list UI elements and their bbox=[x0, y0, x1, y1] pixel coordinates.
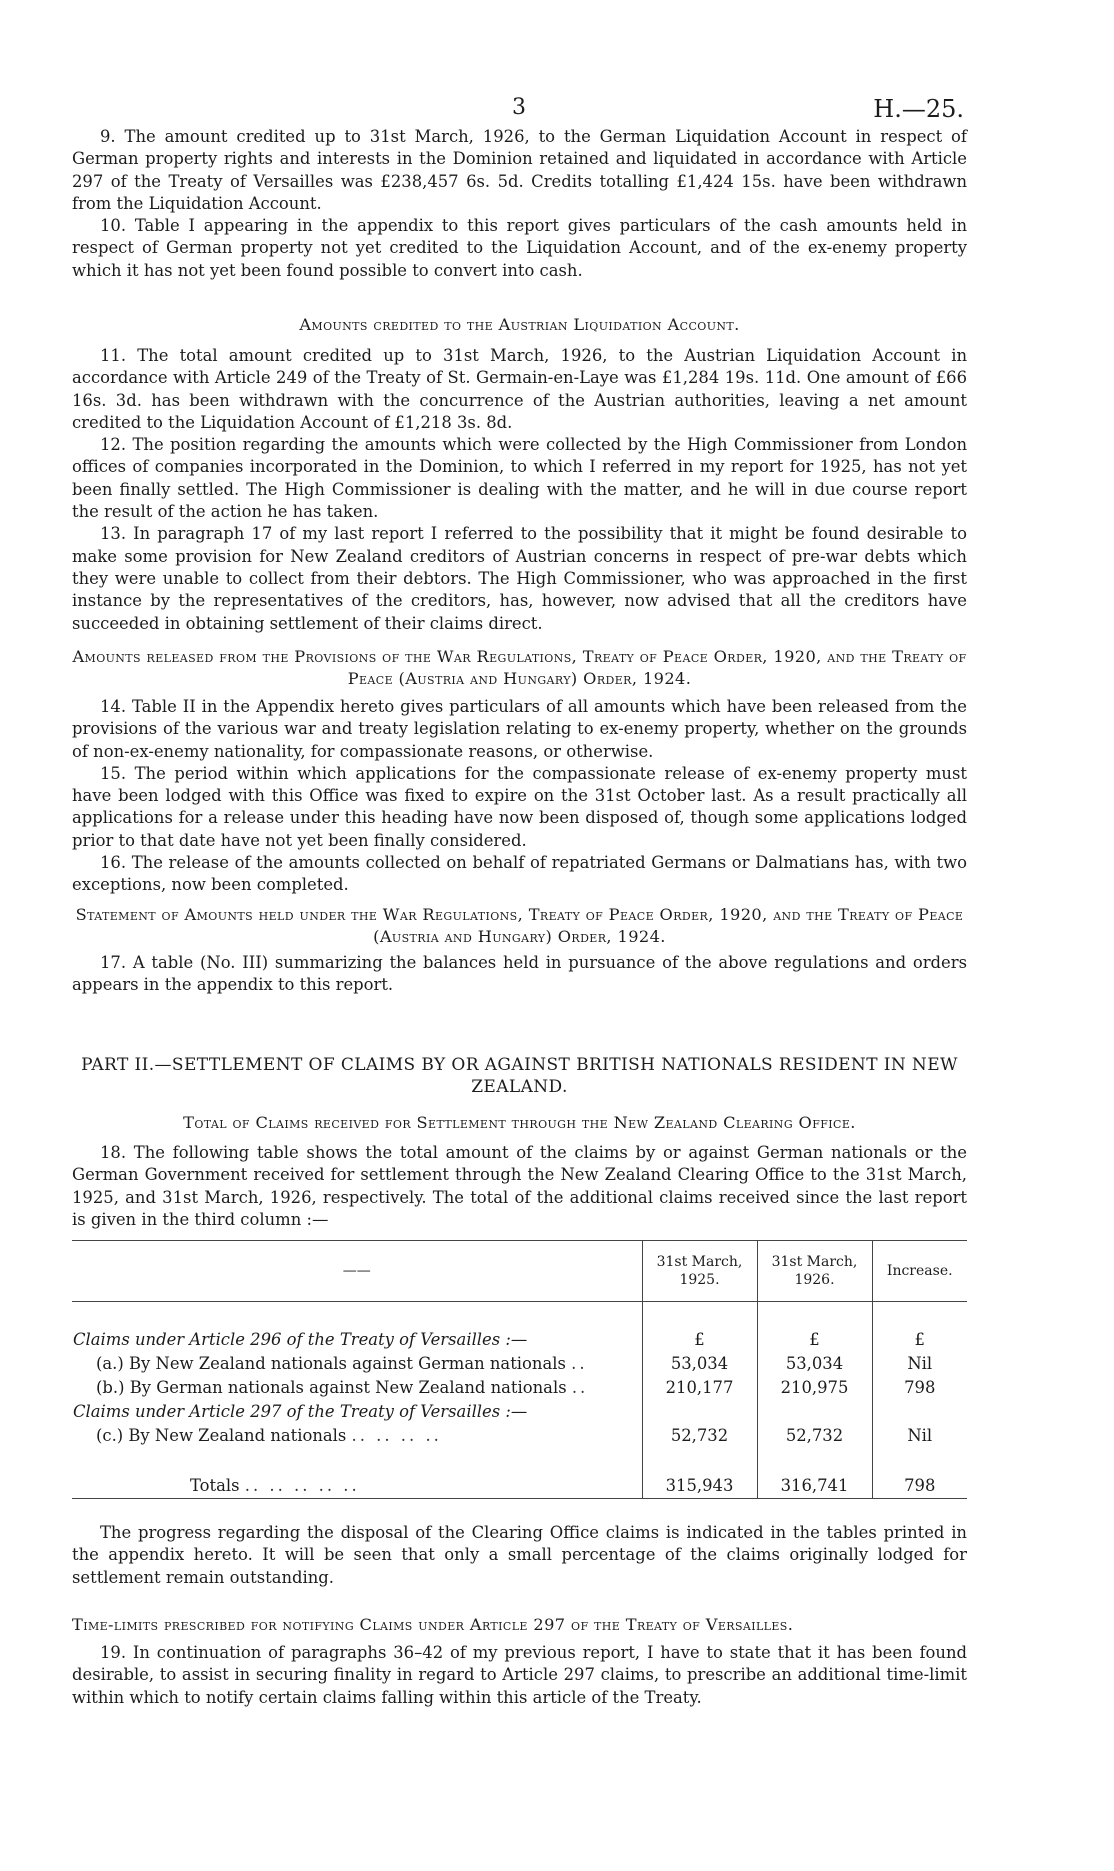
section-total-of-claims bbox=[72, 1142, 967, 1231]
section-time-limits bbox=[72, 1642, 967, 1709]
row-a-label: (a.) By New Zealand nationals against German nationals bbox=[96, 1354, 566, 1373]
paragraph-11: 11. The total amount credited up to 31st March, 1926, to the Austrian Liquidation Account in accordance with Article 249 of the Treaty of St. Germain-en-Laye was £1,284 19s. 11d. One amount of £66 16s. 3d. has been withdrawn with the concurrence of the Austrian authorities, leaving a net amount credited to the Liquidation Account of £1,218 3s. 8d. bbox=[72, 346, 967, 432]
paragraph-13: 13. In paragraph 17 of my last report I referred to the possibility that it might be found desirable to make some provision for New Zealand creditors of Austrian concerns in respect of pre-war debts which they were unable to collect from their debtors. The High Commissioner, who was approached in the first instance by the representatives of the creditors, has, however, now advised that all the creditors have succeeded in obtaining settlement of their claims direct. bbox=[72, 524, 967, 633]
paragraph-10: 10. Table I appearing in the appendix to this report gives particulars of the cash amounts held in respect of German property not yet credited to the Liquidation Account, and of the ex-enemy property which it has not yet been found possible to convert into cash. bbox=[72, 216, 967, 280]
table-header-increase: Increase. bbox=[872, 1241, 967, 1302]
paragraph-18: 18. The following table shows the total amount of the claims by or against German nationals or the German Government received for settlement through the New Zealand Clearing Office to the 31st March, 1925, and 31st March, 1926, respectively. The total of the additional claims received since the last report is given in the third column :— bbox=[72, 1143, 967, 1229]
table-header-1925: 31st March, 1925. bbox=[642, 1241, 757, 1302]
row-b-1926: 210,975 bbox=[757, 1376, 872, 1400]
dot-leader: .. bbox=[571, 1378, 589, 1397]
totals-1925: 315,943 bbox=[642, 1474, 757, 1499]
row-c-increase: Nil bbox=[872, 1424, 967, 1448]
section-german-liquidation bbox=[72, 126, 967, 282]
claims-table bbox=[72, 1240, 967, 1499]
totals-label: Totals bbox=[190, 1476, 240, 1495]
part-two-title: PART II.—SETTLEMENT OF CLAIMS BY OR AGAINST BRITISH NATIONALS RESIDENT IN NEW ZEALAND. bbox=[81, 1055, 958, 1098]
row-a-1926: 53,034 bbox=[757, 1352, 872, 1376]
row-b-label: (b.) By German nationals against New Zealand nationals bbox=[96, 1378, 567, 1397]
document-reference: H.—25. bbox=[873, 95, 964, 123]
table-header-row bbox=[72, 1241, 967, 1302]
row-c-1926: 52,732 bbox=[757, 1424, 872, 1448]
heading-statement-of-amounts: Statement of Amounts held under the War Regulations, Treaty of Peace Order, 1920, and the Treaty of Peace (Austria and Hungary) Order, 1924. bbox=[75, 905, 964, 947]
totals-1926: 316,741 bbox=[757, 1474, 872, 1499]
row-a-increase: Nil bbox=[872, 1352, 967, 1376]
table-row-description bbox=[72, 1352, 642, 1376]
section-amounts-released bbox=[72, 696, 967, 897]
section-statement bbox=[72, 952, 967, 997]
dot-leader: .. .. .. .. .. bbox=[244, 1476, 360, 1495]
table-row bbox=[72, 1376, 967, 1400]
paragraph-progress: The progress regarding the disposal of the Clearing Office claims is indicated in the tables printed in the appendix hereto. It will be seen that only a small percentage of the claims originally lodged for settlement remain outstanding. bbox=[72, 1523, 967, 1587]
row-a-1925: 53,034 bbox=[642, 1352, 757, 1376]
table-group-row bbox=[72, 1400, 967, 1424]
table-group-article-296: Claims under Article 296 of the Treaty of Versailles :— bbox=[73, 1330, 528, 1349]
paragraph-17: 17. A table (No. III) summarizing the balances held in pursuance of the above regulations and orders appears in the appendix to this report. bbox=[72, 953, 967, 995]
table-unit: £ bbox=[757, 1328, 872, 1352]
section-austrian-liquidation bbox=[72, 345, 967, 635]
table-row-description bbox=[72, 1376, 642, 1400]
heading-total-of-claims: Total of Claims received for Settlement through the New Zealand Clearing Office. bbox=[183, 1113, 856, 1132]
paragraph-19: 19. In continuation of paragraphs 36–42 of my previous report, I have to state that it has been found desirable, to assist in securing finality in regard to Article 297 claims, to prescribe an additional time-limit within which to notify certain claims falling within this article of the Treaty. bbox=[72, 1643, 967, 1707]
dot-leader: .. .. .. .. bbox=[351, 1426, 442, 1445]
table-spacer-row bbox=[72, 1448, 967, 1474]
dot-leader: .. bbox=[571, 1354, 588, 1373]
heading-austrian-liquidation: Amounts credited to the Austrian Liquidation Account. bbox=[299, 315, 740, 334]
totals-description bbox=[72, 1474, 642, 1499]
table-unit: £ bbox=[872, 1328, 967, 1352]
table-totals-row bbox=[72, 1474, 967, 1499]
table-spacer-row bbox=[72, 1302, 967, 1329]
paragraph-14: 14. Table II in the Appendix hereto gives particulars of all amounts which have been released from the provisions of the various war and treaty legislation relating to ex-enemy property, whether on the grounds of non-ex-enemy nationality, for compassionate reasons, or otherwise. bbox=[72, 697, 967, 761]
totals-increase: 798 bbox=[872, 1474, 967, 1499]
table-row-description bbox=[72, 1424, 642, 1448]
row-b-1925: 210,177 bbox=[642, 1376, 757, 1400]
paragraph-15: 15. The period within which applications for the compassionate release of ex-enemy property must have been lodged with this Office was fixed to expire on the 31st October last. As a result practically all applications for a release under this heading have now been disposed of, though some applications lodged prior to that date have not yet been finally considered. bbox=[72, 763, 967, 850]
paragraph-9: 9. The amount credited up to 31st March, 1926, to the German Liquidation Account in respect of German property rights and interests in the Dominion retained and liquidated in accordance with Article 297 of the Treaty of Versailles was £238,457 6s. 5d. Credits totalling £1,424 15s. have been withdrawn from the Liquidation Account. bbox=[72, 127, 967, 213]
table-row bbox=[72, 1424, 967, 1448]
row-b-increase: 798 bbox=[872, 1376, 967, 1400]
table-header-description: —— bbox=[72, 1241, 642, 1302]
row-c-label: (c.) By New Zealand nationals bbox=[96, 1426, 347, 1445]
table-group-row bbox=[72, 1328, 967, 1352]
table-header-1926: 31st March, 1926. bbox=[757, 1241, 872, 1302]
heading-time-limits: Time-limits prescribed for notifying Claims under Article 297 of the Treaty of Versailles. bbox=[72, 1615, 794, 1634]
page-number: 3 bbox=[512, 95, 526, 120]
row-c-1925: 52,732 bbox=[642, 1424, 757, 1448]
table-row bbox=[72, 1352, 967, 1376]
paragraph-16: 16. The release of the amounts collected on behalf of repatriated Germans or Dalmatians has, with two exceptions, now been completed. bbox=[72, 853, 967, 895]
table-group-article-297: Claims under Article 297 of the Treaty of Versailles :— bbox=[73, 1402, 528, 1421]
paragraph-12: 12. The position regarding the amounts which were collected by the High Commissioner from London offices of companies incorporated in the Dominion, to which I referred in my report for 1925, has not yet been finally settled. The High Commissioner is dealing with the matter, and he will in due course report the result of the action he has taken. bbox=[72, 435, 967, 522]
section-progress bbox=[72, 1522, 967, 1589]
heading-amounts-released: Amounts released from the Provisions of the War Regulations, Treaty of Peace Order, 1920, and the Treaty of Peace (Austria and Hungary) Order, 1924. bbox=[72, 647, 967, 689]
table-unit: £ bbox=[642, 1328, 757, 1352]
